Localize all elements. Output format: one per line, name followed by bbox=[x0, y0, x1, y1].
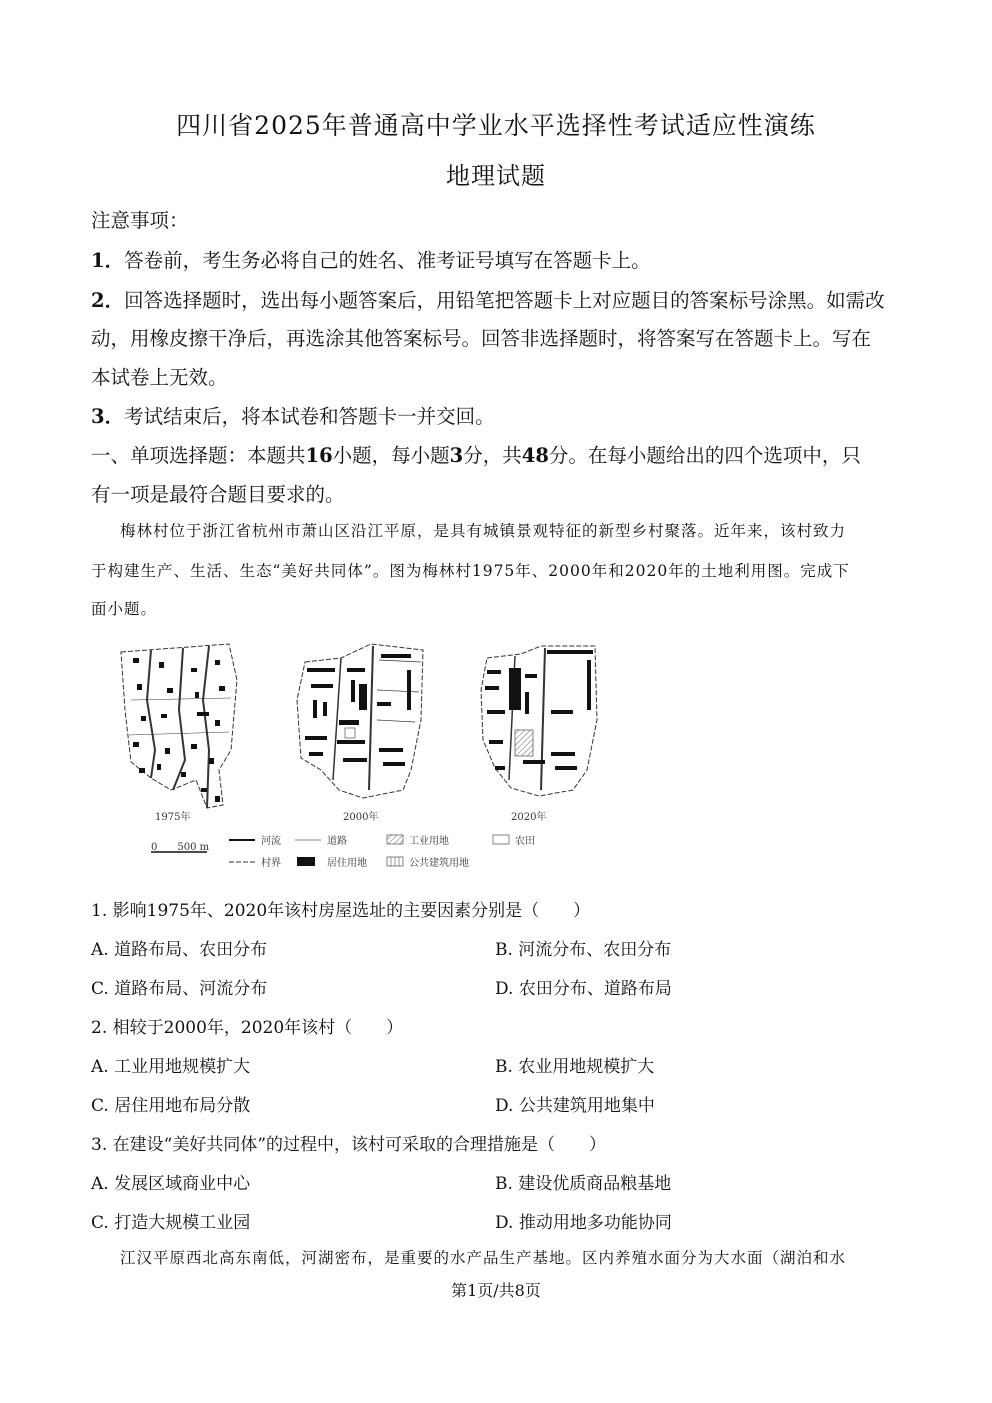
question-2-option-d[interactable]: D. 公共建筑用地集中 bbox=[495, 1096, 655, 1116]
legend-farmland-swatch bbox=[493, 835, 509, 844]
notice-item-2-line3: 本试卷上无效。 bbox=[91, 366, 228, 389]
page-title: 四川省2025年普通高中学业水平选择性考试适应性演练 bbox=[176, 111, 816, 140]
question-1-option-a[interactable]: A. 道路布局、农田分布 bbox=[91, 940, 268, 960]
question-3-option-c[interactable]: C. 打造大规模工业园 bbox=[91, 1213, 251, 1233]
notice-text: 考试结束后，将本试卷和答题卡一并交回。 bbox=[124, 405, 495, 428]
section-num: 3 bbox=[449, 444, 464, 467]
legend-boundary: 村界 bbox=[261, 858, 281, 869]
question-1-stem: 1. 影响1975年、2020年该村房屋选址的主要因素分别是（ ） bbox=[91, 901, 591, 921]
section-num: 16 bbox=[305, 444, 333, 467]
map-year-label: 2000年 bbox=[343, 812, 379, 823]
legend-farmland: 农田 bbox=[515, 836, 535, 847]
passage1-line3: 面小题。 bbox=[91, 600, 158, 618]
notice-text: 答卷前，考生务必将自己的姓名、准考证号填写在答题卡上。 bbox=[124, 249, 651, 272]
question-3-stem: 3. 在建设“美好共同体”的过程中，该村可采取的合理措施是（ ） bbox=[91, 1135, 607, 1155]
section-heading-line2: 有一项是最符合题目要求的。 bbox=[91, 483, 345, 506]
legend-road: 道路 bbox=[327, 836, 347, 847]
page-subtitle: 地理试题 bbox=[446, 162, 546, 190]
legend-industrial: 工业用地 bbox=[409, 836, 449, 847]
notice-text: 回答选择题时，选出每小题答案后，用铅笔把答题卡上对应题目的答案标号涂黑。如需改 bbox=[124, 289, 885, 312]
legend-public: 公共建筑用地 bbox=[409, 858, 469, 869]
map-2000 bbox=[297, 644, 423, 798]
legend-industrial-swatch bbox=[387, 835, 403, 844]
section-text: 分，共 bbox=[463, 444, 522, 467]
legend-residential: 居住用地 bbox=[327, 858, 367, 869]
section-text: 一、单项选择题：本题共 bbox=[91, 444, 306, 467]
notice-item-1 bbox=[91, 245, 651, 273]
passage2-line1: 江汉平原西北高东南低，河湖密布，是重要的水产品生产基地。区内养殖水面分为大水面（湖泊和水 bbox=[120, 1249, 847, 1267]
land-use-map bbox=[111, 640, 651, 880]
map-year-label: 2020年 bbox=[511, 812, 547, 823]
question-2-stem: 2. 相较于2000年，2020年该村（ ） bbox=[91, 1018, 404, 1038]
question-3-option-a[interactable]: A. 发展区域商业中心 bbox=[91, 1174, 251, 1194]
notice-item-3 bbox=[91, 401, 495, 429]
section-num: 48 bbox=[521, 444, 549, 467]
scale-label: 0 500 m bbox=[151, 842, 210, 853]
notice-num: 1． bbox=[91, 249, 125, 272]
question-1-option-c[interactable]: C. 道路布局、河流分布 bbox=[91, 979, 268, 999]
page-footer: 第1页/共8页 bbox=[451, 1281, 541, 1300]
section-heading bbox=[91, 440, 861, 468]
notice-item-2-line2: 动，用橡皮擦干净后，再选涂其他答案标号。回答非选择题时，将答案写在答题卡上。写在 bbox=[91, 327, 872, 350]
map-2020 bbox=[481, 646, 597, 796]
passage1-line1: 梅林村位于浙江省杭州市萧山区沿江平原，是具有城镇景观特征的新型乡村聚落。近年来，该村致力 bbox=[120, 522, 847, 540]
passage1-line2: 于构建生产、生活、生态“美好共同体”。图为梅林村1975年、2000年和2020年的土地利用图。完成下 bbox=[91, 562, 850, 580]
question-2-option-c[interactable]: C. 居住用地布局分散 bbox=[91, 1096, 251, 1116]
legend-river: 河流 bbox=[261, 836, 281, 847]
question-3-option-b[interactable]: B. 建设优质商品粮基地 bbox=[495, 1174, 672, 1194]
question-1-option-b[interactable]: B. 河流分布、农田分布 bbox=[495, 940, 672, 960]
legend-residential-swatch bbox=[297, 857, 315, 866]
notice-item-2 bbox=[91, 285, 885, 313]
map-1975 bbox=[121, 644, 237, 808]
notice-heading: 注意事项： bbox=[91, 209, 189, 232]
notice-num: 3． bbox=[91, 405, 125, 428]
notice-num: 2． bbox=[91, 289, 125, 312]
map-year-label: 1975年 bbox=[155, 812, 191, 823]
question-2-option-b[interactable]: B. 农业用地规模扩大 bbox=[495, 1057, 655, 1077]
question-2-option-a[interactable]: A. 工业用地规模扩大 bbox=[91, 1057, 251, 1077]
section-text: 分。在每小题给出的四个选项中，只 bbox=[548, 444, 861, 467]
question-1-option-d[interactable]: D. 农田分布、道路布局 bbox=[495, 979, 672, 999]
question-3-option-d[interactable]: D. 推动用地多功能协同 bbox=[495, 1213, 672, 1233]
section-text: 小题，每小题 bbox=[332, 444, 450, 467]
